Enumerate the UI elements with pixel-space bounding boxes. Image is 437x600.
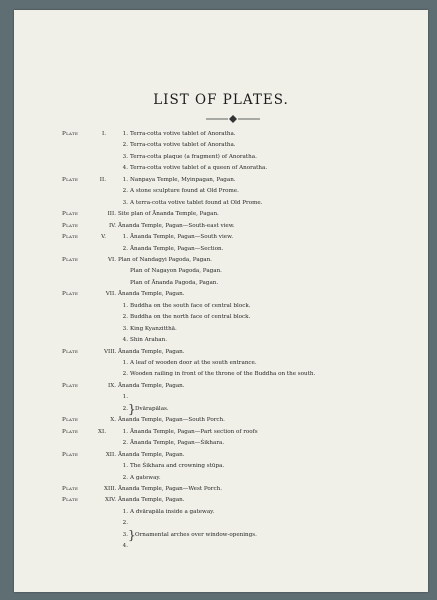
- plate-description: Terra-cotta plaque (a fragment) of Anoratha.: [130, 153, 257, 160]
- plate-description: A gateway.: [130, 474, 161, 481]
- plate-label: Plate: [62, 417, 79, 424]
- plate-list-row: [14, 347, 428, 357]
- item-number: 1.: [122, 360, 128, 366]
- plate-label: Plate: [62, 234, 79, 241]
- plate-list-row: [14, 175, 428, 185]
- plate-label: Plate: [62, 222, 79, 229]
- plate-list-row: [14, 415, 428, 425]
- plate-list-row: [14, 392, 428, 402]
- plate-number: XI.: [98, 428, 106, 435]
- plate-description: Site plan of Ānanda Temple, Pagan.: [118, 211, 219, 218]
- plate-list-row: [14, 335, 428, 345]
- plate-list-row: [14, 401, 428, 416]
- plate-description: Terra-cotta votive tablet of Anoratha.: [130, 142, 236, 149]
- plate-list-row: [14, 358, 428, 368]
- plate-description: Ānanda Temple, Pagan—Part section of roofs: [130, 428, 258, 435]
- title-ornament: [206, 114, 260, 124]
- item-number: 4.: [122, 337, 128, 344]
- plate-list-row: [14, 473, 428, 483]
- plate-description: Ānanda Temple, Pagan.: [118, 497, 185, 504]
- plate-number: I.: [102, 131, 106, 137]
- plate-list-row: [14, 152, 428, 162]
- item-number: 1.: [122, 463, 128, 470]
- plate-label: Plate: [62, 348, 79, 355]
- item-number: 2.: [122, 405, 128, 412]
- plate-list-row: [14, 255, 428, 265]
- grouping-brace: }: [128, 401, 136, 416]
- item-number: 1.: [122, 176, 128, 183]
- plate-number: IV.: [108, 222, 116, 229]
- plate-list-row: [14, 484, 428, 494]
- item-number: 1.: [122, 428, 128, 435]
- plate-list-row: [14, 427, 428, 437]
- plate-label: Plate: [62, 451, 79, 458]
- plate-description: Ānanda Temple, Pagan—South Porch.: [118, 417, 225, 424]
- plate-list-row: [14, 369, 428, 379]
- item-number: 2.: [122, 245, 128, 252]
- plate-number: VIII.: [104, 348, 117, 355]
- plate-number: II.: [99, 176, 106, 183]
- item-number: 2.: [122, 440, 128, 447]
- plate-description: A stone sculpture found at Old Prome.: [130, 188, 239, 195]
- plate-list-row: [14, 140, 428, 150]
- plate-list-row: [14, 450, 428, 460]
- plate-list-row: [14, 518, 428, 528]
- plate-list-row: [14, 163, 428, 173]
- item-number: 2.: [122, 188, 128, 195]
- plate-list-row: [14, 232, 428, 242]
- document-page: [14, 10, 428, 592]
- item-number: 4.: [122, 543, 128, 550]
- grouping-brace: }: [128, 527, 136, 542]
- plate-number: X.: [110, 417, 116, 424]
- plate-number: IX.: [108, 382, 116, 389]
- plate-list-row: [14, 198, 428, 208]
- plate-description: The Śikhara and crowning stūpa.: [130, 463, 225, 470]
- item-number: 3.: [122, 325, 128, 332]
- plate-list-row: [14, 381, 428, 391]
- plate-list-row: [14, 209, 428, 219]
- plate-label: Plate: [62, 291, 79, 298]
- plate-label: Plate: [62, 497, 79, 504]
- item-number: 3.: [122, 199, 128, 206]
- plate-label: Plate: [62, 211, 79, 218]
- item-number: 1.: [122, 508, 128, 515]
- plate-description: A dvārapāla inside a gateway.: [130, 508, 215, 515]
- plate-description: King Kyanzitthā.: [130, 325, 177, 332]
- plate-list-row: [14, 507, 428, 517]
- item-number: 1.: [122, 234, 128, 241]
- plate-label: Plate: [62, 485, 79, 492]
- plate-list-row: [14, 289, 428, 299]
- plate-list-row: [14, 495, 428, 505]
- plate-description: Plan of Ānanda Pagoda, Pagan.: [130, 279, 219, 286]
- plate-description: A terra-cotta votive tablet found at Old Prome.: [130, 199, 263, 206]
- plate-list-row: [14, 312, 428, 322]
- plate-number: VI.: [107, 256, 116, 263]
- plate-description: Ānanda Temple, Pagan.: [118, 382, 185, 389]
- plate-description: Ānanda Temple, Pagan.: [118, 291, 185, 298]
- plate-description: Ānanda Temple, Pagan—South-east view.: [118, 222, 235, 229]
- plate-label: Plate: [62, 256, 79, 263]
- plate-description: Terra-cotta votive tablet of a queen of Anoratha.: [130, 165, 268, 172]
- item-number: 2.: [122, 314, 128, 321]
- item-number: 1.: [122, 394, 128, 401]
- plate-description: A leaf of wooden door at the south entrance.: [130, 360, 257, 366]
- plate-description: Ānanda Temple, Pagan—Śikhara.: [130, 440, 225, 447]
- plate-description: Nanpaya Temple, Myinpagan, Pagan.: [130, 176, 236, 183]
- plate-list-row: [14, 301, 428, 311]
- item-number: 2.: [122, 474, 128, 481]
- item-number: 2.: [122, 142, 128, 149]
- plate-list-row: [14, 221, 428, 231]
- plate-number: XII.: [105, 451, 116, 458]
- plate-description: Wooden railing in front of the throne of the Buddha on the south.: [130, 371, 316, 378]
- plate-label: Plate: [62, 176, 79, 183]
- plate-list-row: [14, 244, 428, 254]
- plate-list-row: [14, 438, 428, 448]
- item-number: 4.: [122, 165, 128, 172]
- plate-description: Shin Arahan.: [130, 337, 167, 344]
- plate-list-row: [14, 129, 428, 139]
- plate-list-row: [14, 541, 428, 551]
- plate-description: Terra-cotta votive tablet of Anoratha.: [130, 131, 236, 137]
- item-number: 3.: [122, 531, 128, 538]
- plate-list-row: [14, 186, 428, 196]
- page-title: LIST OF PLATES.: [153, 92, 289, 108]
- plate-number: V.: [101, 234, 106, 241]
- item-number: 3.: [122, 153, 128, 160]
- plate-number: XIV.: [104, 497, 116, 504]
- plate-description: Ānanda Temple, Pagan—West Porch.: [118, 485, 222, 492]
- plate-description: Ānanda Temple, Pagan.: [118, 451, 185, 458]
- plate-list-row: [14, 461, 428, 471]
- plate-label: Plate: [62, 382, 79, 389]
- plate-description: Plan of Nagayon Pagoda, Pagan.: [130, 268, 222, 275]
- plate-number: III.: [107, 211, 116, 218]
- plate-description: Buddha on the north face of central block.: [130, 314, 251, 321]
- plate-list-row: [14, 266, 428, 276]
- plate-description: Ānanda Temple, Pagan.: [118, 348, 185, 355]
- item-number: 1.: [122, 131, 128, 137]
- plate-list-row: [14, 324, 428, 334]
- plate-number: VII.: [105, 291, 116, 298]
- item-number: 2.: [122, 371, 128, 378]
- item-number: 2.: [122, 520, 128, 527]
- plate-number: XIII.: [104, 485, 117, 492]
- plate-description: Dvārapālas.: [135, 405, 169, 412]
- plate-description: Ānanda Temple, Pagan—South view.: [130, 234, 233, 241]
- plate-list-row: [14, 278, 428, 288]
- plate-description: Buddha on the south face of central block.: [130, 302, 251, 309]
- plate-description: Ornamental arches over window-openings.: [135, 531, 257, 538]
- plate-label: Plate: [62, 131, 79, 137]
- plate-label: Plate: [62, 428, 79, 435]
- plate-description: Ānanda Temple, Pagan—Section.: [130, 245, 224, 252]
- plate-list-row: [14, 527, 428, 542]
- item-number: 1.: [122, 302, 128, 309]
- plate-description: Plan of Nandagyi Pagoda, Pagan.: [118, 256, 212, 263]
